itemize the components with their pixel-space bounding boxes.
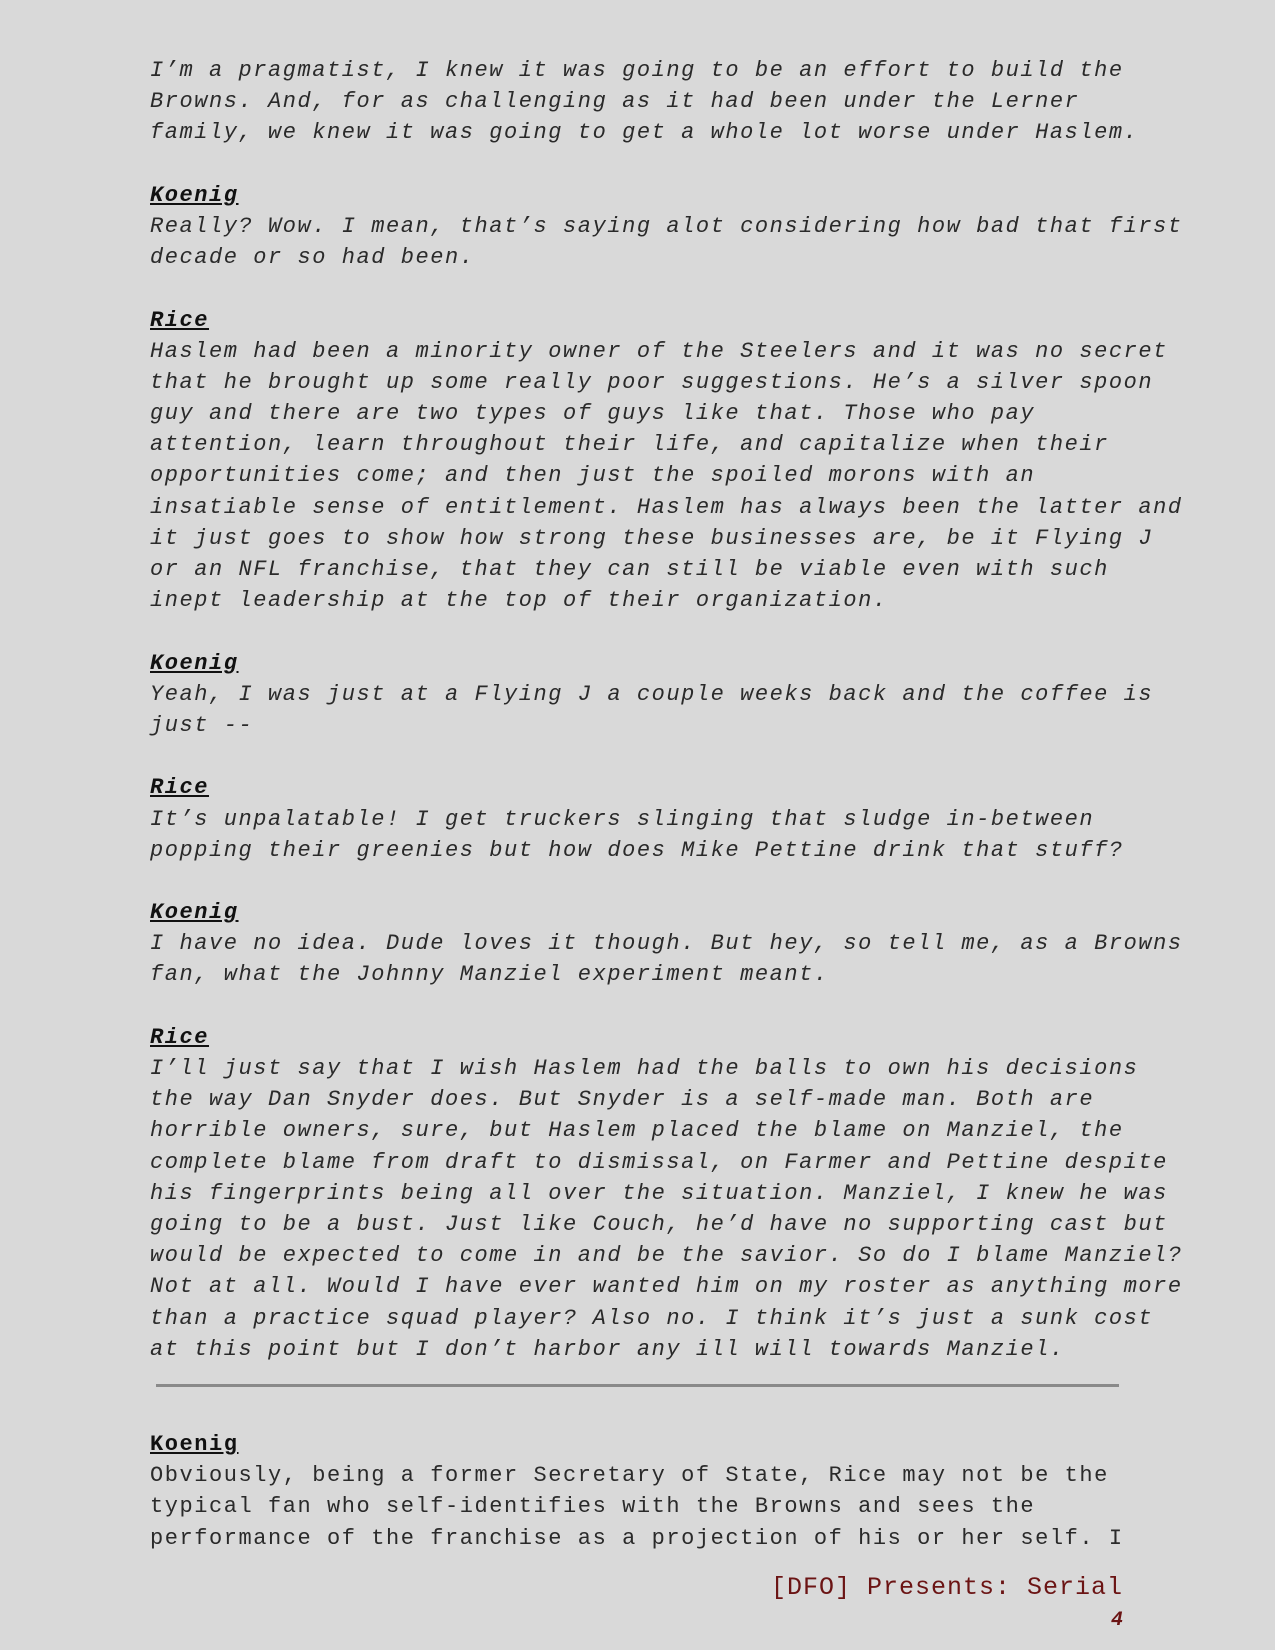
dialogue-line: than a practice squad player? Also no. I think it’s just a sunk cost bbox=[150, 1305, 1154, 1331]
transcript-upper bbox=[150, 55, 1183, 1365]
speaker-name: Koenig bbox=[150, 650, 239, 676]
dialogue-line: I’m a pragmatist, I knew it was going to be an effort to build the bbox=[150, 58, 1124, 83]
dialogue-line: would be expected to come in and be the savior. So do I blame Manziel? bbox=[150, 1243, 1183, 1269]
dialogue-line: horrible owners, sure, but Haslem placed the blame on Manziel, the bbox=[150, 1118, 1124, 1144]
dialogue-line: or an NFL franchise, that they can still be viable even with such bbox=[150, 557, 1109, 582]
page-number: 4 bbox=[1110, 1609, 1123, 1632]
narration-block bbox=[150, 1429, 1150, 1554]
speaker-name: Rice bbox=[150, 307, 210, 333]
dialogue-line: his fingerprints being all over the situation. Manziel, I knew he was bbox=[150, 1180, 1168, 1206]
dialogue-line: Really? Wow. I mean, that’s saying alot considering how bad that first bbox=[150, 213, 1183, 239]
dialogue-line: going to be a bust. Just like Couch, he’d have no supporting cast but bbox=[150, 1211, 1168, 1237]
dialogue-line: I have no idea. Dude loves it though. But hey, so tell me, as a Browns bbox=[150, 931, 1183, 957]
speaker-name: Rice bbox=[150, 775, 210, 801]
speaker-name: Koenig bbox=[150, 182, 239, 208]
dialogue-block bbox=[150, 305, 1183, 617]
dialogue-line: Yeah, I was just at a Flying J a couple weeks back and the coffee is bbox=[150, 681, 1154, 707]
dialogue-line: complete blame from draft to dismissal, on Farmer and Pettine despite bbox=[150, 1149, 1168, 1175]
dialogue-line: that he brought up some really poor suggestions. He’s a silver spoon bbox=[150, 369, 1154, 395]
speaker-name: Rice bbox=[150, 1024, 210, 1050]
dialogue-block bbox=[150, 55, 1150, 149]
dialogue-block bbox=[150, 772, 1150, 866]
spacer bbox=[150, 741, 1150, 772]
dialogue-line: opportunities come; and then just the spoiled morons with an bbox=[150, 463, 1036, 489]
footer-title: [DFO] Presents: Serial bbox=[770, 1573, 1123, 1602]
dialogue-line: decade or so had been. bbox=[150, 245, 475, 271]
dialogue-line: it just goes to show how strong these businesses are, be it Flying J bbox=[150, 525, 1154, 551]
dialogue-block bbox=[150, 180, 1183, 274]
dialogue-line: attention, learn throughout their life, and capitalize when their bbox=[150, 432, 1109, 458]
section-divider bbox=[156, 1384, 1119, 1387]
narration-line: performance of the franchise as a projection of his or her self. I bbox=[150, 1525, 1124, 1551]
spacer bbox=[150, 616, 1150, 647]
dialogue-line: the way Dan Snyder does. But Snyder is a self-made man. Both are bbox=[150, 1087, 1095, 1113]
dialogue-line: Haslem had been a minority owner of the Steelers and it was no secret bbox=[150, 338, 1168, 364]
transcript-lower bbox=[150, 1429, 1150, 1554]
dialogue-line: guy and there are two types of guys like that. Those who pay bbox=[150, 401, 1036, 427]
dialogue-block bbox=[150, 648, 1154, 742]
dialogue-block bbox=[150, 897, 1183, 991]
dialogue-block bbox=[150, 1022, 1183, 1365]
dialogue-line: Browns. And, for as challenging as it had been under the Lerner bbox=[150, 89, 1080, 115]
dialogue-line: insatiable sense of entitlement. Haslem has always been the latter and bbox=[150, 494, 1183, 520]
dialogue-line: popping their greenies but how does Mike Pettine drink that stuff? bbox=[150, 837, 1124, 863]
dialogue-line: just -- bbox=[150, 712, 254, 738]
dialogue-line: at this point but I don’t harbor any ill will towards Manziel. bbox=[150, 1336, 1065, 1362]
spacer bbox=[150, 273, 1150, 304]
dialogue-line: Not at all. Would I have ever wanted him on my roster as anything more bbox=[150, 1274, 1183, 1300]
speaker-name: Koenig bbox=[150, 1432, 239, 1457]
narration-line: Obviously, being a former Secretary of State, Rice may not be the bbox=[150, 1463, 1109, 1489]
speaker-name: Koenig bbox=[150, 900, 239, 926]
dialogue-line: inept leadership at the top of their organization. bbox=[150, 588, 888, 614]
dialogue-line: family, we knew it was going to get a whole lot worse under Haslem. bbox=[150, 120, 1139, 146]
dialogue-line: I’ll just say that I wish Haslem had the balls to own his decisions bbox=[150, 1056, 1139, 1081]
dialogue-line: It’s unpalatable! I get truckers slinging that sludge in-between bbox=[150, 806, 1095, 832]
spacer bbox=[150, 149, 1150, 180]
spacer bbox=[150, 991, 1150, 1022]
narration-line: typical fan who self-identifies with the Browns and sees the bbox=[150, 1494, 1036, 1520]
spacer bbox=[150, 866, 1150, 897]
dialogue-line: fan, what the Johnny Manziel experiment meant. bbox=[150, 962, 829, 988]
